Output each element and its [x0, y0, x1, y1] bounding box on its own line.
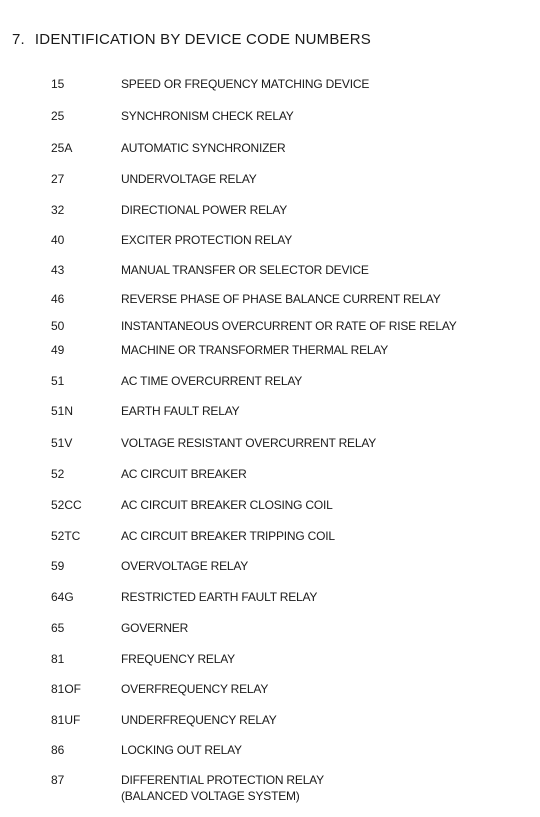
device-code: 81UF	[51, 713, 81, 727]
code-row	[0, 680, 540, 698]
device-description: EARTH FAULT RELAY	[121, 404, 240, 418]
device-description: UNDERFREQUENCY RELAY	[121, 713, 277, 727]
device-code: 86	[51, 743, 65, 757]
device-code: 52CC	[51, 498, 82, 512]
device-description: SYNCHRONISM CHECK RELAY	[121, 109, 294, 123]
device-description: GOVERNER	[121, 621, 189, 635]
device-code: 32	[51, 203, 65, 217]
code-row	[0, 619, 540, 637]
device-code: 50	[51, 319, 65, 333]
device-description-line2: (BALANCED VOLTAGE SYSTEM)	[121, 789, 300, 803]
device-code: 51N	[51, 404, 74, 418]
device-description: EXCITER PROTECTION RELAY	[121, 233, 293, 247]
device-code: 59	[51, 559, 65, 573]
code-row	[0, 107, 540, 125]
code-row	[0, 588, 540, 606]
device-code: 87	[51, 773, 65, 787]
device-description: OVERFREQUENCY RELAY	[121, 682, 269, 696]
code-row	[0, 650, 540, 668]
device-code: 43	[51, 263, 65, 277]
device-code: 81	[51, 652, 65, 666]
code-row	[0, 527, 540, 545]
device-description: VOLTAGE RESISTANT OVERCURRENT RELAY	[121, 436, 377, 450]
section-title: IDENTIFICATION BY DEVICE CODE NUMBERS	[34, 31, 371, 48]
code-row	[0, 465, 540, 483]
device-description: AC CIRCUIT BREAKER	[121, 467, 247, 481]
device-code: 27	[51, 172, 65, 186]
device-description: AC CIRCUIT BREAKER TRIPPING COIL	[121, 529, 335, 543]
code-row	[0, 261, 540, 279]
device-code: 52TC	[51, 529, 81, 543]
section-number: 7.	[12, 31, 25, 48]
device-code: 25	[51, 109, 65, 123]
device-code: 46	[51, 292, 65, 306]
device-description: LOCKING OUT RELAY	[121, 743, 242, 757]
code-row	[0, 402, 540, 420]
code-row	[0, 170, 540, 188]
device-description: INSTANTANEOUS OVERCURRENT OR RATE OF RISE RELAY	[121, 319, 457, 333]
code-row	[0, 771, 540, 807]
device-code: 40	[51, 233, 65, 247]
device-code: 51	[51, 374, 65, 388]
device-description: UNDERVOLTAGE RELAY	[121, 172, 257, 186]
code-row	[0, 290, 540, 308]
code-row	[0, 139, 540, 157]
device-description: FREQUENCY RELAY	[121, 652, 235, 666]
device-description: DIRECTIONAL POWER RELAY	[121, 203, 288, 217]
device-description: OVERVOLTAGE RELAY	[121, 559, 249, 573]
code-row	[0, 317, 540, 335]
code-row	[0, 231, 540, 249]
code-row	[0, 75, 540, 93]
device-description: AC TIME OVERCURRENT RELAY	[121, 374, 303, 388]
device-description: AC CIRCUIT BREAKER CLOSING COIL	[121, 498, 333, 512]
device-description: MANUAL TRANSFER OR SELECTOR DEVICE	[121, 263, 369, 277]
device-code: 49	[51, 343, 65, 357]
device-code: 52	[51, 467, 65, 481]
code-row	[0, 496, 540, 514]
device-code: 65	[51, 621, 65, 635]
code-row	[0, 372, 540, 390]
device-code: 15	[51, 77, 65, 91]
device-description: REVERSE PHASE OF PHASE BALANCE CURRENT RELAY	[121, 292, 441, 306]
code-row	[0, 434, 540, 452]
device-description: MACHINE OR TRANSFORMER THERMAL RELAY	[121, 343, 389, 357]
device-code: 81OF	[51, 682, 82, 696]
device-description: SPEED OR FREQUENCY MATCHING DEVICE	[121, 77, 370, 91]
code-row	[0, 741, 540, 759]
device-description: AUTOMATIC SYNCHRONIZER	[121, 141, 286, 155]
code-row	[0, 711, 540, 729]
device-description: RESTRICTED EARTH FAULT RELAY	[121, 590, 318, 604]
device-code: 64G	[51, 590, 74, 604]
code-row	[0, 201, 540, 219]
code-row	[0, 557, 540, 575]
device-description: DIFFERENTIAL PROTECTION RELAY	[121, 773, 324, 787]
device-code: 51V	[51, 436, 73, 450]
device-code: 25A	[51, 141, 73, 155]
code-row	[0, 341, 540, 359]
